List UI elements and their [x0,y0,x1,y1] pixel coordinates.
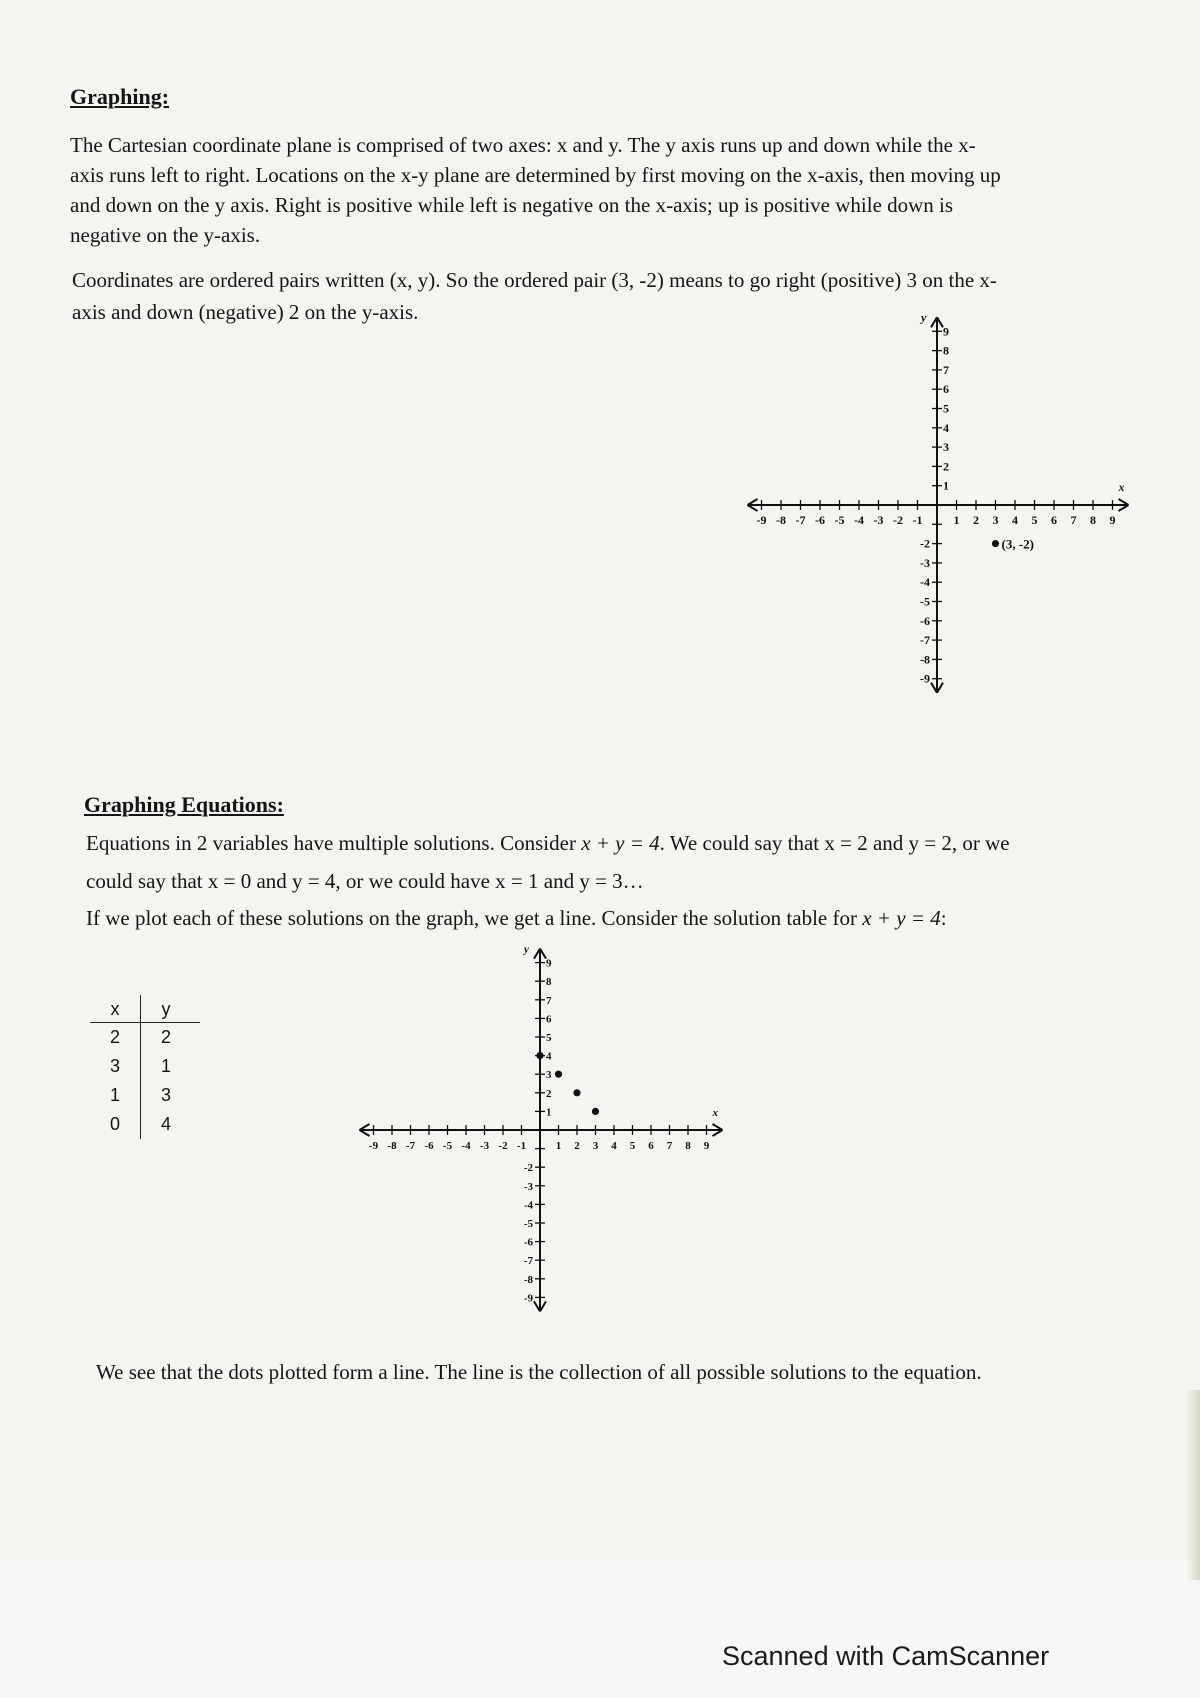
y-axis-label: y [524,943,529,956]
x-axis-label: x [1118,480,1125,494]
graphing-equations-heading: Graphing Equations: [84,792,284,817]
y-tick-label: 1 [943,478,949,493]
x-tick-label: 1 [555,1140,562,1152]
data-point [555,1071,562,1078]
x-tick-label: 8 [1090,513,1096,527]
x-tick-label: 9 [703,1140,710,1152]
y-tick-label: -2 [523,1162,533,1175]
data-point-label: (3, -2) [1001,536,1034,552]
x-tick-label: 7 [666,1140,673,1152]
cell-x: 1 [90,1081,141,1110]
x-tick-label: -1 [516,1140,527,1152]
x-tick-label: -2 [893,513,903,527]
y-tick-label: 5 [546,1032,552,1044]
y-tick-label: 8 [943,343,949,358]
y-tick-label: -7 [920,633,930,648]
x-tick-label: 5 [1031,513,1038,527]
y-axis-label: y [921,310,927,325]
equations-line-3-end: : [940,906,947,930]
y-tick-label: 6 [546,1013,552,1026]
data-point [592,1108,599,1115]
cell-y: 1 [160,1056,171,1076]
equations-line-3-start: If we plot each of these solutions on the graph, we get a line. Consider the solution table for [86,906,863,930]
x-tick-label: -6 [815,513,825,527]
cell-y: 3 [160,1085,171,1105]
paragraph-1-line-1: The Cartesian coordinate plane is comprised of two axes: x and y. The y axis runs up and down while the x- [70,133,976,157]
x-tick-label: -8 [776,513,786,527]
x-tick-label: -7 [795,513,806,527]
y-tick-label: -3 [523,1180,533,1193]
y-tick-label: 2 [546,1087,552,1100]
cell-y: 4 [160,1114,171,1134]
paragraph-1-line-4: negative on the y-axis. [70,223,261,247]
x-tick-label: 7 [1070,513,1077,527]
y-tick-label: -8 [920,652,930,667]
paragraph-1-line-2: axis runs left to right. Locations on the x-y plane are determined by first moving on the x-axis, then moving up [70,163,1001,187]
x-tick-label: -1 [912,513,923,527]
x-tick-label: 8 [685,1140,691,1152]
x-tick-label: 4 [1012,513,1018,527]
y-tick-label: 3 [943,440,949,455]
equations-line-1-end: . We could say that x = 2 and y = 2, or we [659,831,1010,855]
graphing-heading: Graphing: [70,84,170,109]
y-tick-label: 3 [546,1069,552,1082]
y-tick-label: 7 [943,362,949,377]
x-tick-label: -5 [442,1140,453,1152]
x-tick-label: 2 [973,513,979,527]
x-tick-label: -9 [756,513,767,527]
equation-inline-2: x + y = 4 [862,906,941,930]
cell-x: 0 [90,1110,141,1139]
y-tick-label: 7 [546,994,552,1007]
y-tick-label: 2 [943,459,949,474]
conclusion-text: We see that the dots plotted form a line. The line is the collection of all possible solutions to the equation. [96,1360,982,1384]
x-tick-label: -4 [461,1140,471,1152]
x-tick-label: 2 [574,1140,580,1152]
cell-x: 2 [90,1023,141,1052]
x-tick-label: 1 [953,513,960,527]
y-tick-label: 6 [943,382,949,397]
y-tick-label: -5 [920,594,930,609]
paragraph-2-line-2: axis and down (negative) 2 on the y-axis. [72,300,419,324]
y-tick-label: -9 [920,671,930,686]
y-tick-label: -3 [920,555,930,570]
x-tick-label: 6 [648,1140,654,1152]
y-tick-label: -8 [523,1273,533,1286]
x-tick-label: -3 [873,513,884,527]
x-tick-label: -3 [479,1140,490,1152]
y-tick-label: -5 [523,1218,533,1230]
y-tick-label: -7 [523,1255,533,1268]
x-tick-label: -7 [405,1140,416,1152]
y-tick-label: -4 [920,575,930,590]
y-tick-label: 8 [546,976,552,989]
x-tick-label: -8 [387,1140,397,1152]
equations-line-1-start: Equations in 2 variables have multiple solutions. Consider [86,831,582,855]
y-tick-label: 1 [546,1106,552,1119]
y-tick-label: -6 [920,613,930,628]
equations-line-2: could say that x = 0 and y = 4, or we could have x = 1 and y = 3… [86,869,644,893]
x-tick-label: 3 [592,1140,599,1152]
x-axis-label: x [712,1107,718,1119]
x-tick-label: -9 [368,1140,379,1152]
y-tick-label: 5 [943,401,949,416]
x-tick-label: 6 [1051,513,1057,527]
x-tick-label: 3 [992,513,999,527]
camscanner-footer: Scanned with CamScanner [722,1641,1050,1671]
cell-y: 2 [160,1027,171,1047]
header-x: x [90,995,141,1022]
data-point [573,1089,580,1096]
x-tick-label: -6 [424,1140,434,1152]
x-tick-label: 9 [1109,513,1116,527]
x-tick-label: 5 [629,1140,636,1152]
x-tick-label: -5 [834,513,845,527]
y-tick-label: -2 [920,536,930,551]
y-tick-label: 4 [546,1050,552,1063]
data-point [536,1052,543,1059]
y-tick-label: 9 [943,324,949,339]
y-tick-label: 4 [943,420,949,435]
x-tick-label: -2 [498,1140,508,1152]
header-y: y [161,999,171,1019]
x-tick-label: 4 [611,1140,617,1152]
equation-inline: x + y = 4 [581,831,660,855]
x-tick-label: -4 [854,513,864,527]
cell-x: 3 [90,1052,141,1081]
y-tick-label: 9 [546,957,552,970]
y-tick-label: -9 [523,1292,533,1305]
paragraph-2-line-1: Coordinates are ordered pairs written (x, y). So the ordered pair (3, -2) means to go right (positive) 3 on the x- [72,268,997,292]
y-tick-label: -4 [523,1199,533,1212]
paragraph-1-line-3: and down on the y axis. Right is positive while left is negative on the x-axis; up is positive while down is [70,193,954,217]
y-tick-label: -6 [523,1236,533,1249]
